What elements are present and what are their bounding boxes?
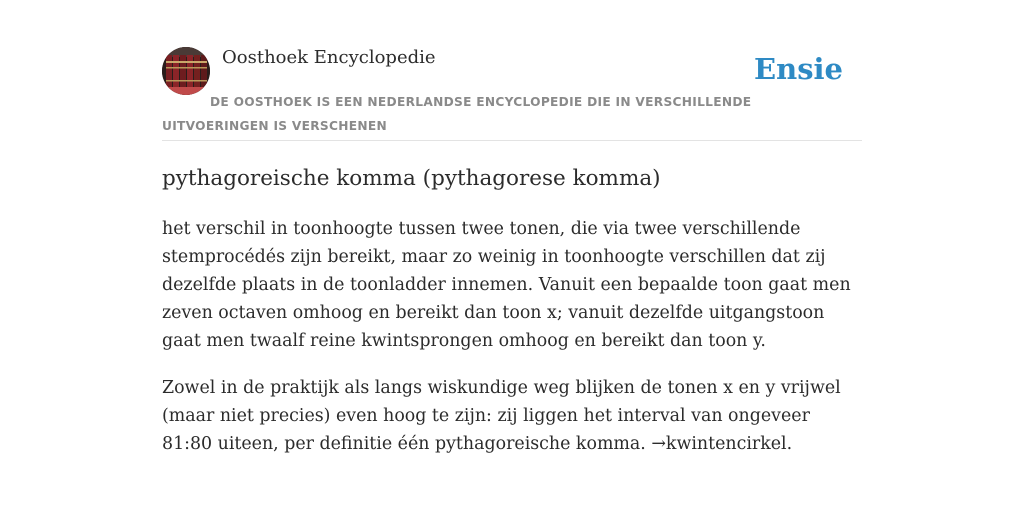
source-title[interactable]: Oosthoek Encyclopedie: [222, 47, 436, 68]
brand-logo[interactable]: Ensie: [754, 52, 843, 86]
entry-content: [162, 215, 862, 477]
entry-paragraph: [162, 374, 862, 458]
site-header: [162, 46, 862, 141]
paragraph-text: Zowel in de praktijk als langs wiskundige weg blijken de tonen x en y vrijwel (maar niet precies) even hoog te zijn: zij liggen het interval van ongeveer 81:80 uiteen, per definitie één pythagoreische komma.: [162, 378, 841, 454]
cross-reference-link[interactable]: →kwintencirkel: [651, 434, 787, 454]
encyclopedia-books-icon[interactable]: [162, 47, 210, 95]
entry-title: pythagoreische komma (pythagorese komma): [162, 166, 661, 191]
source-tagline: DE OOSTHOEK IS EEN NEDERLANDSE ENCYCLOPEDIE DIE IN VERSCHILLENDE UITVOERINGEN IS VERSCHENEN: [162, 95, 752, 133]
entry-paragraph: het verschil in toonhoogte tussen twee tonen, die via twee verschillende stemprocédés zijn bereikt, maar zo weinig in toonhoogte verschillen dat zij dezelfde plaats in de toonladder innemen. Vanuit een bepaalde toon gaat men zeven octaven omhoog en bereikt dan toon x; vanuit dezelfde uitgangstoon gaat men twaalf reine kwintsprongen omhoog en bereikt dan toon y.: [162, 219, 851, 351]
paragraph-end: .: [786, 434, 793, 454]
